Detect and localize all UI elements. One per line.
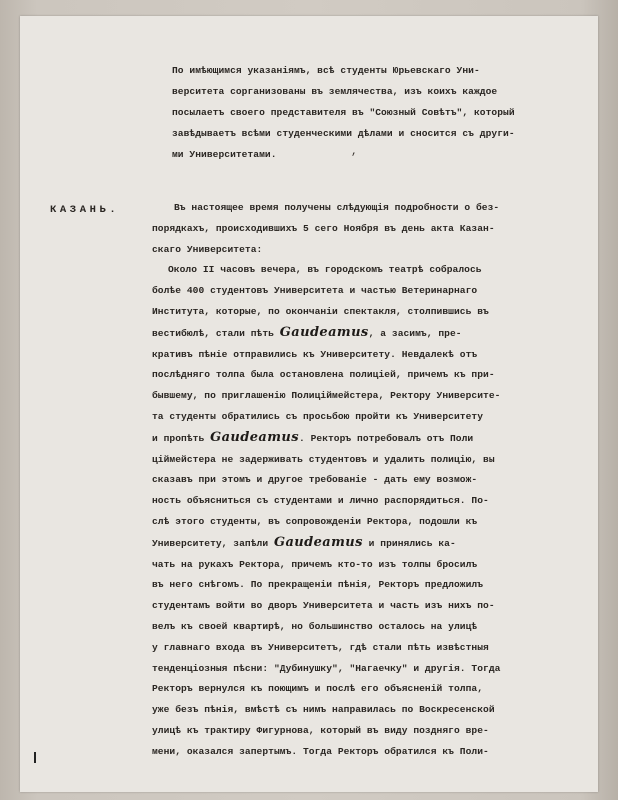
- text-line-with-insert: [152, 533, 592, 555]
- text-line: чать на рукахъ Ректора, причемъ кто-то изъ толпы бросилъ: [152, 558, 478, 570]
- margin-pencil-mark: [34, 752, 36, 763]
- text-line: По имѣющимся указаніямъ, всѣ студенты Юрьевскаго Уни-: [172, 65, 480, 76]
- text-line: слѣ этого студенты, въ сопровожденіи Ректора, подошли къ: [152, 515, 478, 527]
- text-line: Института, которые, по окончаніи спектакля, столпившись въ: [152, 305, 489, 317]
- paragraph-kazan: [152, 198, 592, 763]
- text-line: въ него снѣгомъ. По прекращеніи пѣнія, Ректоръ предложилъ: [152, 579, 484, 591]
- text-line: тенденціозныя пѣсни: "Дубинушку", "Нагаечку" и другія. Тогда: [152, 662, 501, 674]
- line-text-before: и пропѣть: [152, 432, 205, 444]
- text-line: бывшему, по приглашенію Полиціймейстера, Ректору Университе-: [152, 390, 501, 402]
- text-line: послѣдняго толпа была остановлена полиціей, причемъ къ при-: [152, 369, 495, 381]
- text-line-with-insert: [152, 323, 592, 345]
- text-line: уже безъ пѣнія, вмѣстѣ съ нимъ направилась по Воскресенской: [152, 704, 495, 716]
- handwritten-gaudeamus: Gaudeamus: [273, 534, 363, 550]
- text-line: завѣдываетъ всѣми студенческими дѣлами и сносится съ други-: [172, 128, 515, 139]
- text-line: болѣе 400 студентовъ Университета и частью Ветеринарнаго: [152, 285, 478, 297]
- text-line: студентамъ войти во дворъ Университета и часть изъ нихъ по-: [152, 600, 495, 612]
- text-line: верситета сорганизованы въ землячества, изъ коихъ каждое: [172, 86, 498, 97]
- text-line: ность объясниться съ студентами и лично распорядиться. По-: [152, 495, 489, 507]
- text-line: кративъ пѣніе отправились къ Университету. Невдалекѣ отъ: [152, 348, 478, 360]
- text-line: улицѣ къ трактиру Фигурнова, который въ виду поздняго вре-: [152, 724, 489, 736]
- text-line: ми Университетами.: [172, 149, 277, 160]
- text-line: велъ къ своей квартирѣ, но большинство осталось на улицѣ: [152, 620, 478, 632]
- text-line: Около II часовъ вечера, въ городскомъ театрѣ собралось: [168, 264, 482, 276]
- handwritten-gaudeamus: Gaudeamus: [279, 324, 369, 340]
- text-line: порядкахъ, происходившихъ 5 сего Ноября въ день акта Казан-: [152, 222, 495, 234]
- line-text-before: вестибюлѣ, стали пѣть: [152, 327, 274, 339]
- text-line: ціймейстера не задерживать студентовъ и удалить полицію, вы: [152, 453, 495, 465]
- text-line: Въ настоящее время получены слѣдующія подробности о без-: [174, 202, 500, 213]
- text-line: мени, оказался запертымъ. Тогда Ректоръ обратился къ Поли-: [152, 745, 489, 757]
- line-text-after: , а засимъ, пре-: [368, 327, 462, 339]
- text-line: Ректоръ вернулся къ поющимъ и послѣ его объясненій толпа,: [152, 683, 484, 695]
- paragraph-yuriev: [172, 60, 592, 165]
- text-line: та студенты обратились съ просьбою пройти къ Университету: [152, 410, 484, 422]
- document-page: [20, 16, 598, 792]
- text-line: посылаетъ своего представителя въ "Союзный Совѣтъ", который: [172, 107, 515, 118]
- line-text-after: . Ректоръ потребовалъ отъ Поли: [298, 432, 474, 444]
- stray-comma-mark: ,: [351, 146, 358, 158]
- text-line: у главнаго входа въ Университетъ, гдѣ стали пѣть извѣстныя: [152, 641, 489, 653]
- line-text-after: и принялись ка-: [368, 537, 456, 549]
- text-line: скаго Университета:: [152, 243, 263, 255]
- line-text-before: Университету, запѣли: [152, 537, 269, 549]
- text-line: сказавъ при этомъ и другое требованіе - дать ему возмож-: [152, 474, 478, 486]
- text-line-with-insert: [152, 428, 592, 450]
- handwritten-gaudeamus: Gaudeamus: [210, 429, 299, 445]
- city-heading: КАЗАНЬ.: [50, 204, 120, 216]
